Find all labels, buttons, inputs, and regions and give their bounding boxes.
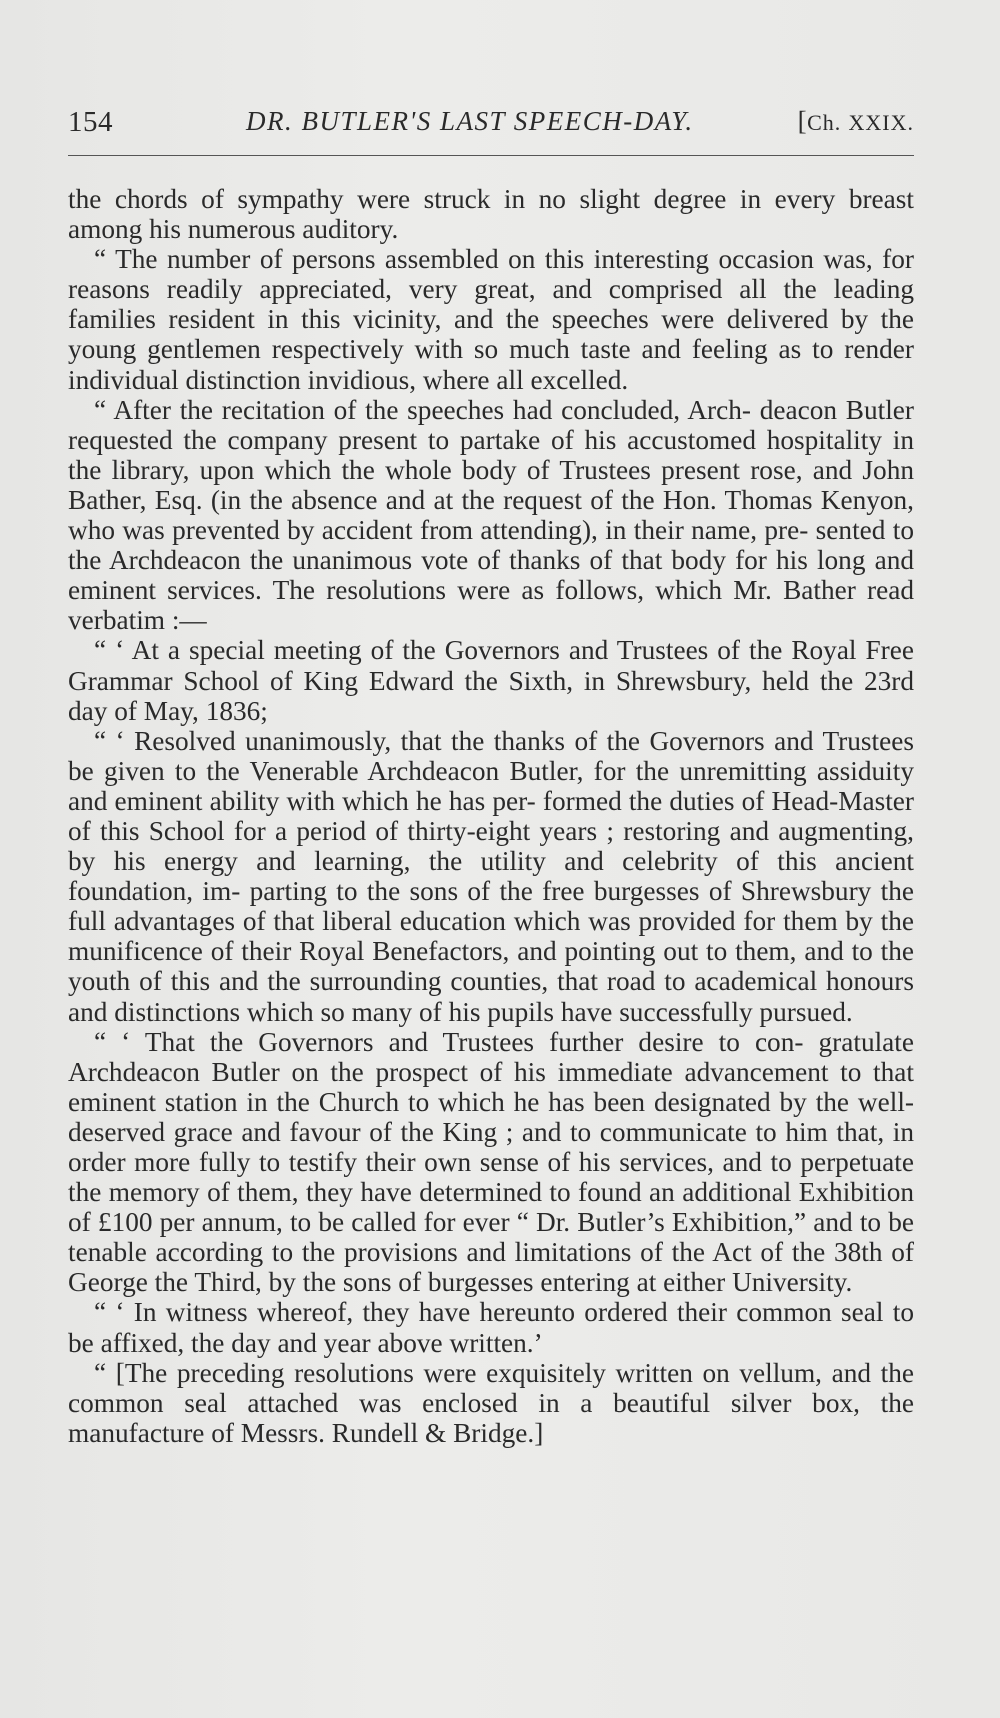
running-title: DR. BUTLER'S LAST SPEECH-DAY. [246, 106, 694, 136]
body-text [68, 184, 914, 1448]
paragraph: “ After the recitation of the speeches had concluded, Arch- deacon Butler requested the company present to partake of his accustomed hospitality in the library, upon which the whole body of Trustees present rose, and John Bather, Esq. (in the absence and at the request of the Hon. Thomas Kenyon, who was prevented by accident from attending), in their name, pre- sented to the Archdeacon the unanimous vote of thanks of that body for his long and eminent services. The resolutions were as follows, which Mr. Bather read verbatim :— [68, 394, 914, 636]
chapter-label: Ch. [807, 110, 842, 135]
header-rule [68, 155, 914, 156]
paragraph: “ ‘ In witness whereof, they have hereunto ordered their common seal to be affixed, the day and year above written.’ [68, 1297, 914, 1358]
chapter-reference [798, 106, 914, 137]
paragraph: “ ‘ That the Governors and Trustees further desire to con- gratulate Archdeacon Butler on the prospect of his immediate advancement to that eminent station in the Church to which he has been designated by the well-deserved grace and favour of the King ; and to communicate to him that, in order more fully to testify their own sense of his services, and to perpetuate the memory of them, they have determined to found an additional Exhibition of £100 per annum, to be called for ever “ Dr. Butler’s Exhibition,” and to be tenable according to the provisions and limitations of the Act of the 38th of George the Third, by the sons of burgesses entering at either University. [68, 1026, 914, 1298]
paragraph: “ ‘ Resolved unanimously, that the thanks of the Governors and Trustees be given to the Venerable Archdeacon Butler, for the unremitting assiduity and eminent ability with which he has per- formed the duties of Head-Master of this School for a period of thirty-eight years ; restoring and augmenting, by his energy and learning, the utility and celebrity of this ancient foundation, im- parting to the sons of the free burgesses of Shrewsbury the full advantages of that liberal education which was provided for them by the munificence of their Royal Benefactors, and pointing out to them, and to the youth of this and the surrounding counties, that road to academical honours and distinctions which so many of his pupils have successfully pursued. [68, 725, 914, 1027]
page-number: 154 [68, 106, 113, 138]
chapter-bracket: [ [797, 106, 808, 136]
page-header [68, 106, 914, 146]
paragraph: “ [The preceding resolutions were exquisitely written on vellum, and the common seal attached was enclosed in a beautiful silver box, the manufacture of Messrs. Rundell & Bridge.] [68, 1357, 914, 1448]
chapter-number: XXIX. [848, 110, 914, 135]
paragraph: the chords of sympathy were struck in no slight degree in every breast among his numerous auditory. [68, 184, 914, 245]
paragraph: “ The number of persons assembled on this interesting occasion was, for reasons readily appreciated, very great, and comprised all the leading families resident in this vicinity, and the speeches were delivered by the young gentlemen respectively with so much taste and feeling as to render individual distinction invidious, where all excelled. [68, 244, 914, 395]
paragraph: “ ‘ At a special meeting of the Governors and Trustees of the Royal Free Grammar School of King Edward the Sixth, in Shrewsbury, held the 23rd day of May, 1836; [68, 635, 914, 726]
